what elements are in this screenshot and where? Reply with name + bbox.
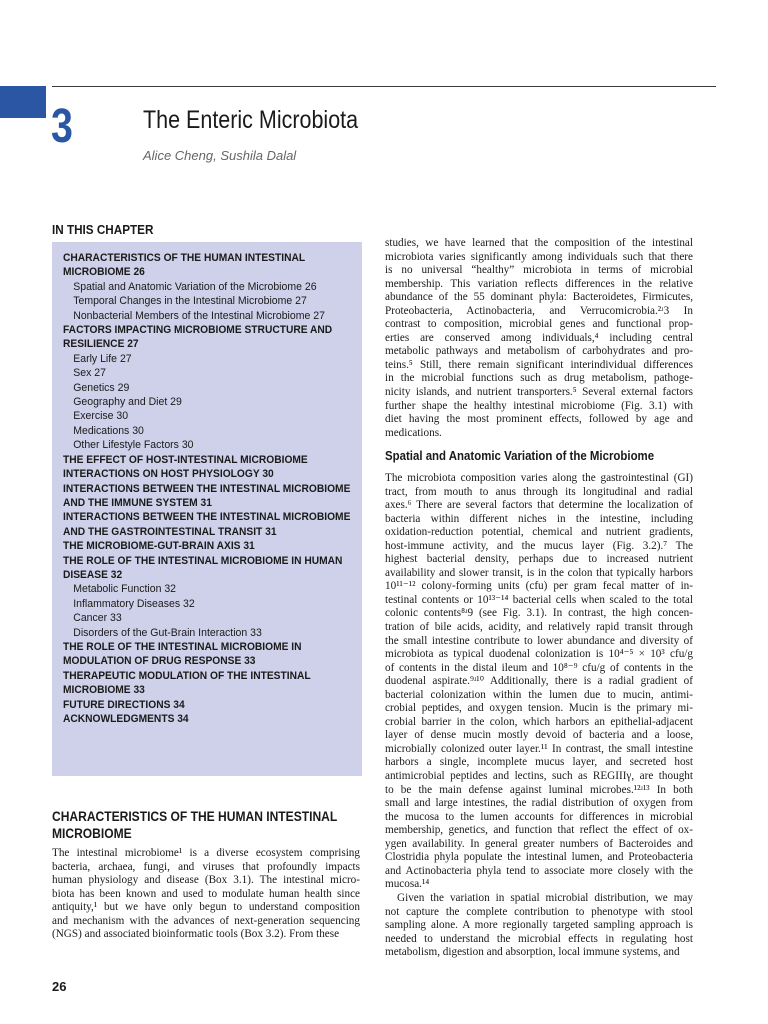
- text-line: metabolism, digestion and absorption, local immune systems, and: [385, 946, 680, 959]
- text-line: testinal contents or 10¹³⁻¹⁴ bacterial cells when scaled to the total: [385, 593, 693, 606]
- text-line: colonic contents⁸ʴ9 (see Fig. 3.1). In contrast, the high concen-: [385, 607, 693, 620]
- text-line: human physiology and disease (Box 3.1). The intestinal micro-: [52, 874, 360, 887]
- toc-entry-subheading: Genetics 29: [73, 381, 130, 394]
- text-line: harbors a single, incomplete mucus layer, and secreted host: [385, 756, 693, 769]
- text-line: sampling alone. A more regionally targeted sampling approach is: [385, 919, 693, 932]
- text-line: The intestinal microbiome¹ is a diverse ecosystem comprising: [52, 847, 360, 859]
- body-continued: [385, 237, 693, 440]
- text-line: is no universal “healthy” microbiota in terms of microbial: [385, 264, 693, 277]
- toc-entry-subheading: Other Lifestyle Factors 30: [73, 439, 194, 452]
- text-line: host-immune activity, and the mucus layer (Fig. 3.2).⁷ The: [385, 539, 693, 552]
- chapter-number: 3: [51, 100, 73, 153]
- toc-entry-heading: INTERACTIONS ON HOST PHYSIOLOGY 30: [63, 468, 274, 481]
- toc-entry-heading: MODULATION OF DRUG RESPONSE 33: [63, 655, 256, 668]
- page-number: 26: [52, 979, 67, 994]
- toc-entry-heading: DISEASE 32: [63, 568, 123, 581]
- toc-entry-heading: MICROBIOME 33: [63, 684, 145, 697]
- toc-list: [63, 251, 393, 726]
- text-line: oxidation-reduction potential, chemical and nutrient gradients,: [385, 526, 693, 539]
- toc-entry-heading: ACKNOWLEDGMENTS 34: [63, 713, 189, 725]
- chapter-color-tab: [0, 86, 46, 118]
- toc-entry-heading: AND THE IMMUNE SYSTEM 31: [63, 496, 212, 509]
- text-line: diet having the most prominent effects, followed by age and: [385, 413, 693, 426]
- text-line: antimicrobial peptides and lectins, such as REGIIIγ, are thought: [385, 770, 693, 783]
- text-line: (NGS) and associated bioinformatic tools (Box 3.2). From these: [52, 928, 340, 941]
- text-line: microbiota varies significantly among individuals such that there: [385, 250, 693, 263]
- text-line: abundance of the 55 dominant phyla: Bacteroidetes, Firmicutes,: [385, 291, 693, 304]
- text-line: metabolic pathways and metabolism of carbohydrates and pro-: [385, 345, 693, 358]
- toc-entry-subheading: Cancer 33: [73, 612, 122, 625]
- toc-entry-subheading: Disorders of the Gut-Brain Interaction 33: [73, 626, 262, 639]
- chapter-authors: Alice Cheng, Sushila Dalal: [143, 148, 297, 163]
- text-line: tration of bile acids, acidity, and relatively rapid transit through: [385, 621, 693, 634]
- toc-entry-heading: THE ROLE OF THE INTESTINAL MICROBIOME IN HUMAN: [63, 554, 343, 567]
- text-line: the small intestine contribute to lower abundance and diversity of: [385, 634, 693, 647]
- text-line: Clostridia phyla populate the intestinal lumen, and Proteobacteria: [385, 851, 693, 864]
- text-line: crobial peptides, and oxygen tension. Mucin is the primary mi-: [385, 702, 693, 715]
- section-body-characteristics: [52, 847, 360, 942]
- toc-entry-subheading: Geography and Diet 29: [73, 396, 182, 409]
- text-line: mucosa.¹⁴: [385, 878, 430, 891]
- text-line: bacteria, archaea, fungi, and viruses that profoundly impacts: [52, 860, 360, 873]
- toc-entry-heading: THERAPEUTIC MODULATION OF THE INTESTINAL: [63, 669, 311, 682]
- text-line: tract, from mouth to anus through its longitudinal and radial: [385, 485, 693, 498]
- toc-entry-subheading: Spatial and Anatomic Variation of the Microbiome 26: [73, 280, 317, 293]
- text-line: axes.⁶ There are several factors that determine the localization of: [385, 499, 693, 512]
- toc-entry-heading: FACTORS IMPACTING MICROBIOME STRUCTURE AND: [63, 324, 333, 337]
- text-line: microbiota as typical duodenal colonization is 10⁴⁻⁵ × 10³ cfu/g: [385, 648, 693, 661]
- toc-entry-heading: THE MICROBIOME-GUT-BRAIN AXIS 31: [63, 540, 255, 553]
- text-line: 10¹¹⁻¹² colony-forming units (cfu) per gram fecal matter of in-: [385, 580, 693, 593]
- toc-entry-heading: INTERACTIONS BETWEEN THE INTESTINAL MICROBIOME: [63, 482, 351, 495]
- section-heading-characteristics: [52, 808, 372, 842]
- toc-entry-subheading: Medications 30: [73, 424, 144, 437]
- toc-entry-heading: INTERACTIONS BETWEEN THE INTESTINAL MICROBIOME: [63, 511, 351, 524]
- text-line: studies, we have learned that the composition of the intestinal: [385, 237, 693, 249]
- toc-entry-heading: RESILIENCE 27: [63, 338, 139, 351]
- text-line: highest bacterial density, perhaps due to increased nutrient: [385, 553, 693, 566]
- text-line: and mechanism with the advances of next-generation sequencing: [52, 914, 360, 927]
- text-line: small and large intestines, the radial distribution of oxygen from: [385, 797, 693, 810]
- text-line: biota has been known and used to modulate human health since: [52, 887, 360, 900]
- toc-entry-heading: CHARACTERISTICS OF THE HUMAN INTESTINAL: [63, 252, 306, 264]
- text-line: duodenal aspirate.⁹ʴ¹⁰ Additionally, there is a radial gradient of: [385, 675, 693, 688]
- text-line: membership. This variation reflects differences in the relative: [385, 277, 693, 290]
- text-line: Given the variation in spatial microbial distribution, we may: [397, 891, 693, 904]
- text-line: erties are conserved among individuals,⁴ including central: [385, 331, 693, 344]
- toc-entry-heading: AND THE GASTROINTESTINAL TRANSIT 31: [63, 525, 277, 538]
- toc-entry-subheading: Early Life 27: [73, 352, 132, 365]
- section-heading-line: MICROBIOME: [52, 826, 132, 841]
- text-line: and Actinobacteria phyla tend to associate more closely with the: [385, 864, 693, 877]
- text-line: membership, genetics, and function that reflect the effect of ox-: [385, 824, 693, 837]
- toc-entry-subheading: Exercise 30: [73, 410, 129, 423]
- toc-entry-heading: THE EFFECT OF HOST-INTESTINAL MICROBIOME: [63, 453, 308, 466]
- text-line: teins.⁵ Still, there remain significant interindividual differences: [385, 358, 693, 371]
- text-line: to be the main defense against luminal microbes.¹²ʴ¹³ In both: [385, 783, 693, 796]
- subsection-heading-spatial: Spatial and Anatomic Variation of the Microbiome: [385, 448, 655, 463]
- toc-heading: IN THIS CHAPTER: [52, 222, 154, 237]
- text-line: antiquity,¹ but we have only begun to understand composition: [52, 901, 360, 914]
- text-line: nicity islands, and nutrient transporters.⁵ Several external factors: [385, 386, 693, 399]
- text-line: bacteria within different niches in the intestine, including: [385, 512, 693, 525]
- text-line: needed to understand the microbial effects in regulating host: [385, 932, 693, 945]
- text-line: availability and slower transit, is in the colon that typically harbors: [385, 566, 693, 579]
- toc-entry-subheading: Inflammatory Diseases 32: [73, 597, 195, 610]
- chapter-title: The Enteric Microbiota: [143, 106, 359, 134]
- text-line: microbially colonized outer layer.¹¹ In contrast, the small intestine: [385, 742, 693, 755]
- toc-entry-subheading: Temporal Changes in the Intestinal Microbiome 27: [73, 295, 307, 308]
- text-line: crobial barrier in the colon, which harbors an epithelial-adjacent: [385, 715, 693, 728]
- text-line: in the microbial functions such as drug metabolism, pathoge-: [385, 372, 693, 385]
- text-line: bacterial colonization within the lumen due to mucin, antimi-: [385, 688, 693, 701]
- text-line: medications.: [385, 426, 442, 439]
- toc-entry-subheading: Nonbacterial Members of the Intestinal Microbiome 27: [73, 309, 325, 322]
- text-line: Proteobacteria, Actinobacteria, and Verrucomicrobia.²ʴ3 In: [385, 304, 693, 317]
- toc-entry-heading: FUTURE DIRECTIONS 34: [63, 698, 185, 711]
- text-line: further shape the healthy intestinal microbiome (Fig. 3.1) with: [385, 399, 693, 412]
- text-line: not capture the complete contribution to phenotype with stool: [385, 905, 693, 918]
- text-line: layer of dense mucin mostly devoid of bacteria and a loose,: [385, 729, 693, 742]
- text-line: ygen availability. In general greater numbers of Bacteroides and: [385, 837, 693, 850]
- subsection-body-spatial: [385, 472, 693, 960]
- toc-entry-subheading: Metabolic Function 32: [73, 583, 177, 596]
- text-line: of contents in the distal ileum and 10⁸⁻⁹ cfu/g of contents in the: [385, 661, 693, 674]
- text-line: The microbiota composition varies along the gastrointestinal (GI): [385, 472, 693, 484]
- section-heading-line: CHARACTERISTICS OF THE HUMAN INTESTINAL: [52, 809, 338, 824]
- toc-entry-heading: MICROBIOME 26: [63, 266, 145, 279]
- toc-entry-heading: THE ROLE OF THE INTESTINAL MICROBIOME IN: [63, 640, 302, 653]
- text-line: the mucosa to the lumen accounts for differences in microbial: [385, 810, 693, 823]
- text-line: contrast to composition, microbial genes and functional prop-: [385, 318, 693, 331]
- toc-entry-subheading: Sex 27: [73, 367, 106, 380]
- header-rule: [52, 86, 716, 87]
